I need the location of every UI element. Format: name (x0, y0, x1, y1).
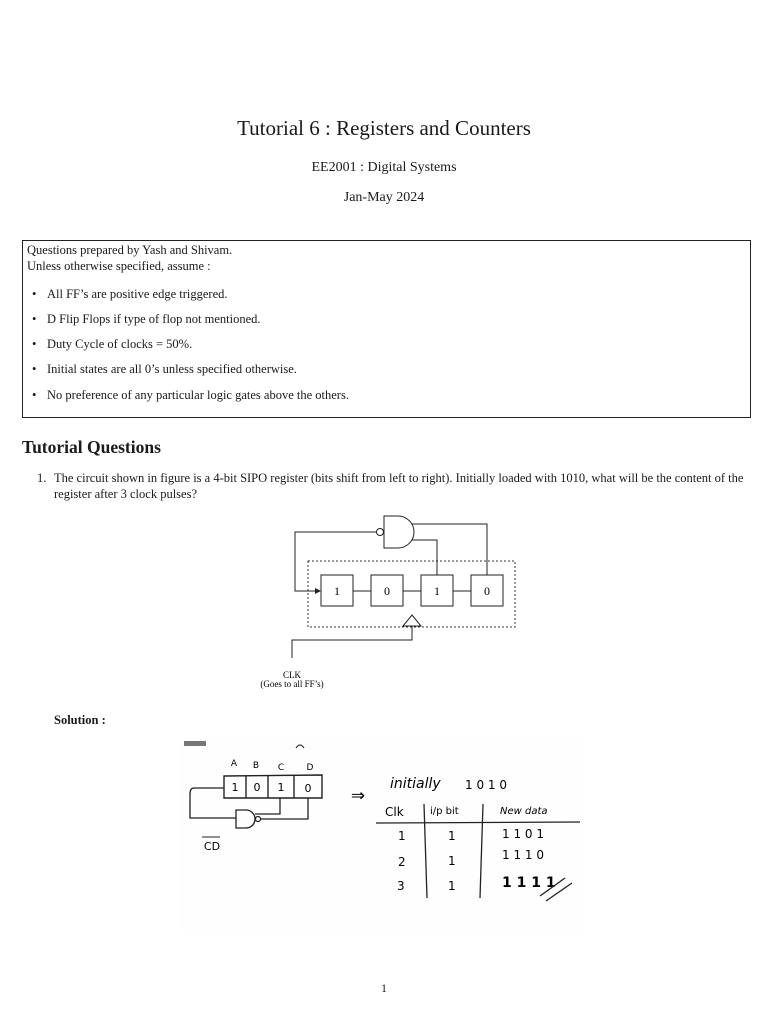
bit-value: 1 (334, 584, 340, 598)
row-data: 1 1 1 1 (502, 875, 556, 891)
cell-label: B (252, 761, 260, 771)
cell-label: A (230, 759, 238, 769)
gate-label: CD (203, 840, 221, 853)
cell-label: D (306, 763, 314, 773)
question-text: The circuit shown in figure is a 4-bit SIPO register (bits shift from left to right). Initially loaded with 1010, what will be the content of the register after 3 clock pulses? (54, 471, 744, 501)
table-header-data: New data (500, 806, 548, 817)
handwritten-solution (180, 738, 585, 933)
question-number: 1. (37, 471, 47, 485)
assumption-item: • Initial states are all 0’s unless specified otherwise. (47, 362, 297, 377)
row-clk: 1 (398, 829, 406, 843)
bit-value: 0 (484, 584, 490, 598)
assumption-item: • D Flip Flops if type of flop not mentioned. (47, 312, 261, 327)
section-heading: Tutorial Questions (22, 437, 161, 457)
row-data: 1 1 1 0 (502, 848, 544, 862)
page-number: 1 (381, 981, 387, 995)
clock-triangle (403, 615, 421, 626)
cell-label: C (277, 763, 285, 773)
assumption-item: • No preference of any particular logic gates above the others. (47, 388, 349, 403)
row-input: 1 (448, 879, 456, 893)
sketch-cell-value: 1 (277, 781, 285, 794)
assumptions-box (22, 240, 751, 418)
clk-note: (Goes to all FF’s) (260, 679, 324, 689)
course-name: EE2001 : Digital Systems (311, 160, 457, 175)
bit-value: 1 (434, 584, 440, 598)
assumptions-intro: Unless otherwise specified, assume : (27, 259, 211, 273)
table-header-clk: Clk (385, 805, 404, 819)
row-clk: 3 (397, 879, 405, 893)
page-title: Tutorial 6 : Registers and Counters (237, 116, 531, 140)
initially-text: initially (390, 776, 441, 792)
prepared-by-text: Questions prepared by Yash and Shivam. (27, 243, 233, 257)
solution-label: Solution : (54, 713, 106, 727)
assumption-item: • Duty Cycle of clocks = 50%. (47, 337, 192, 352)
bit-value: 0 (384, 584, 390, 598)
term-dates: Jan-May 2024 (343, 190, 425, 205)
nand-gate (384, 516, 414, 548)
row-clk: 2 (398, 855, 406, 869)
implies-arrow: ⇒ (350, 786, 366, 806)
clk-label: CLK (283, 670, 301, 680)
sketch-cell-value: 1 (231, 781, 239, 794)
row-data: 1 1 0 1 (502, 827, 544, 841)
sketch-cell-value: 0 (304, 782, 312, 795)
initially-value: 1 0 1 0 (465, 778, 507, 792)
nand-bubble (377, 529, 384, 536)
register-circuit-figure (240, 508, 540, 693)
row-input: 1 (448, 854, 456, 868)
scan-mark (184, 741, 206, 746)
table-header-input: i/p bit (430, 806, 459, 817)
sketch-cell-value: 0 (253, 781, 261, 794)
row-input: 1 (448, 829, 456, 843)
assumption-item: • All FF’s are positive edge triggered. (47, 287, 228, 302)
